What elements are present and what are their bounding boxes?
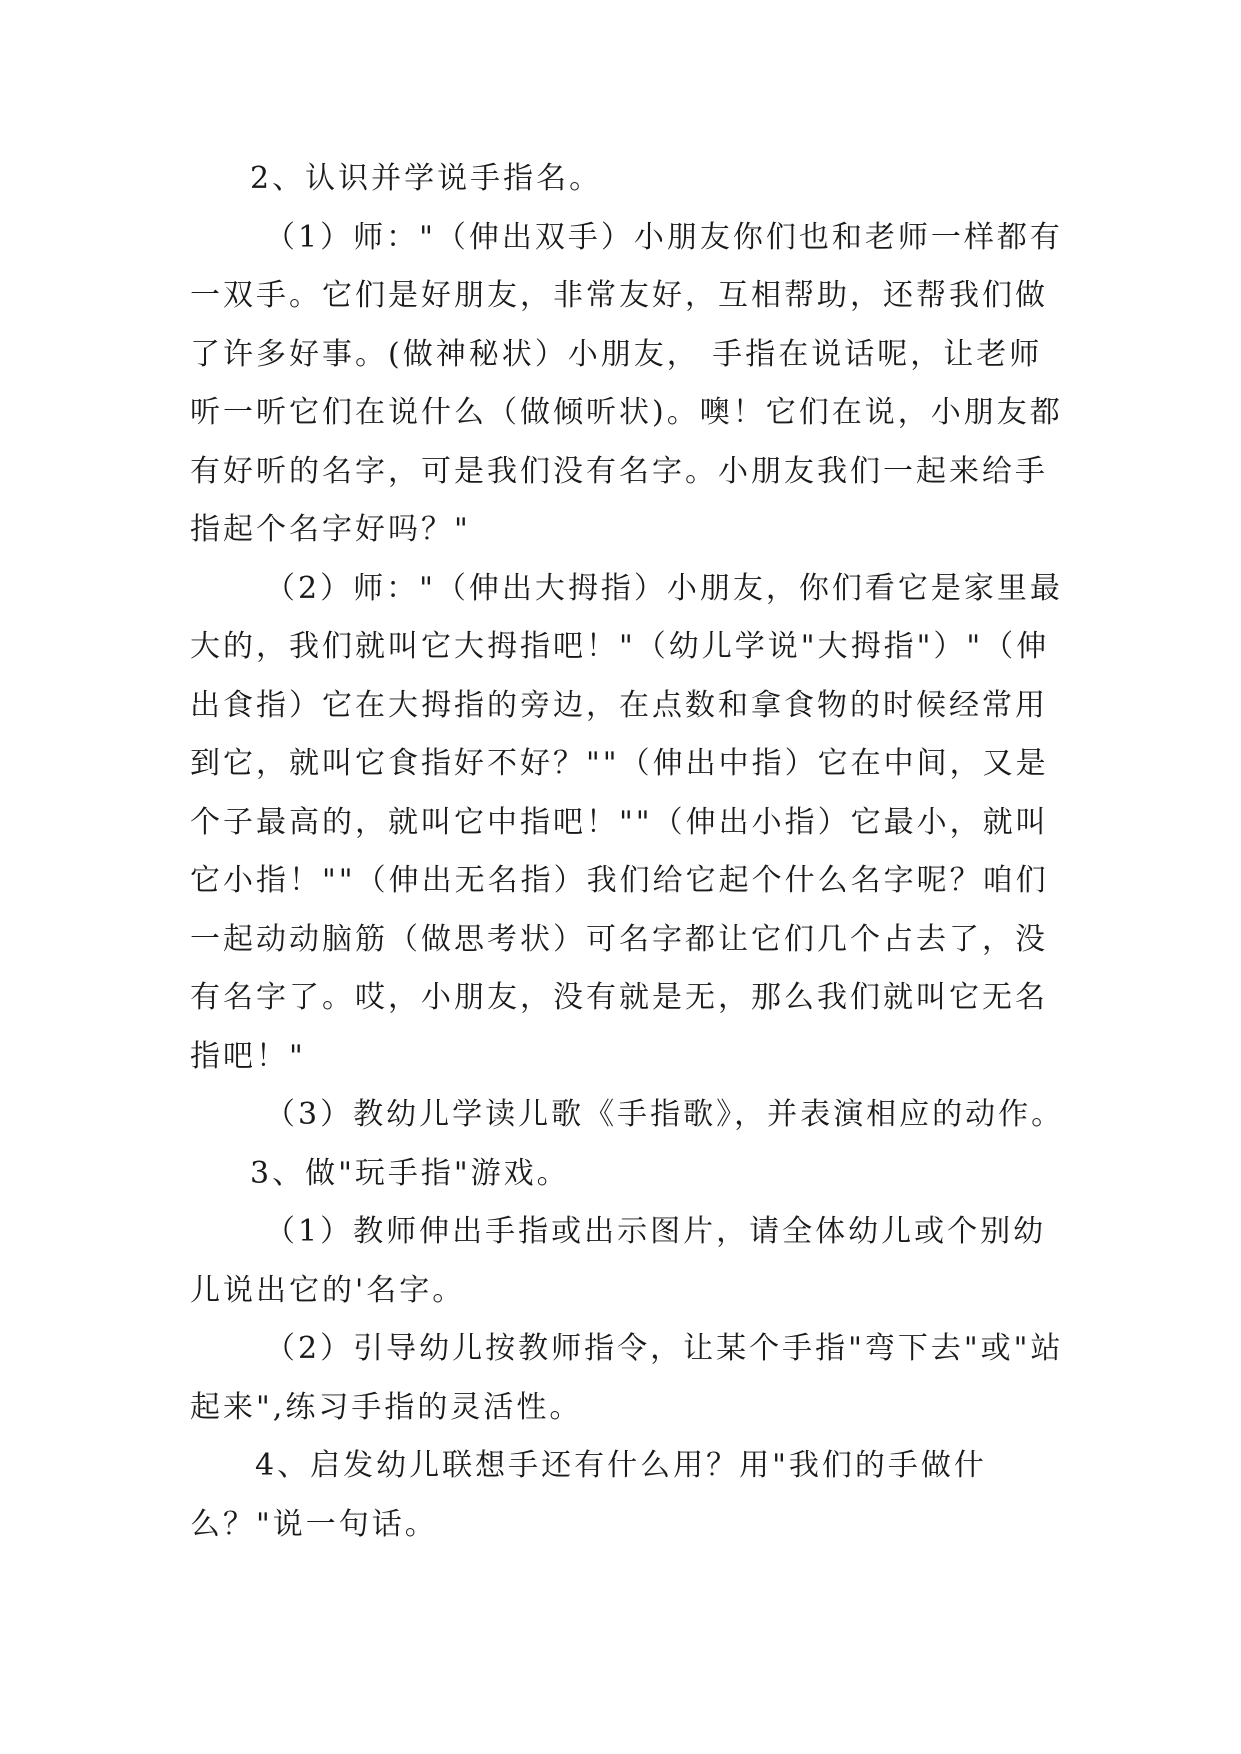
paragraph-step-3-1: （1）教师伸出手指或出示图片，请全体幼儿或个别幼儿说出它的'名字。	[190, 1214, 1047, 1308]
paragraph-step-2-2: （2）师："（伸出大拇指）小朋友，你们看它是家里最大的，我们就叫它大拇指吧！"（幼儿学说"大拇指"）"（伸出食指）它在大拇指的旁边，在点数和拿食物的时候经常用到它，就叫它食指好不好？""（伸出中指）它在中间，又是个子最高的，就叫它中指吧！""（伸出小指）它最小，就叫它小指！""（伸出无名指）我们给它起个什么名字呢？咱们一起动动脑筋（做思考状）可名字都让它们几个占去了，没有名字了。哎，小朋友，没有就是无，那么我们就叫它无名指吧！"	[190, 570, 1063, 1074]
paragraph-step-2-1: （1）师："（伸出双手）小朋友你们也和老师一样都有一双手。它们是好朋友，非常友好，互相帮助，还帮我们做了许多好事。(做神秘状）小朋友， 手指在说话呢，让老师听一听它们在说什么（做倾听状)。噢！它们在说，小朋友都有好听的名字，可是我们没有名字。小朋友我们一起来给手指起个名字好吗？"	[190, 219, 1063, 547]
paragraph-step-3-2: （2）引导幼儿按教师指令，让某个手指"弯下去"或"站起来",练习手指的灵活性。	[190, 1331, 1064, 1425]
section-heading-3: 3、做"玩手指"游戏。	[250, 1155, 570, 1191]
section-heading-4: 4、启发幼儿联想手还有什么用？用"我们的手做什么？"说一句话。	[190, 1448, 987, 1542]
section-heading-2: 2、认识并学说手指名。	[250, 161, 603, 196]
document-body	[190, 150, 1070, 1554]
paragraph-step-2-3: （3）教幼儿学读儿歌《手指歌》，并表演相应的动作。	[265, 1097, 1065, 1132]
